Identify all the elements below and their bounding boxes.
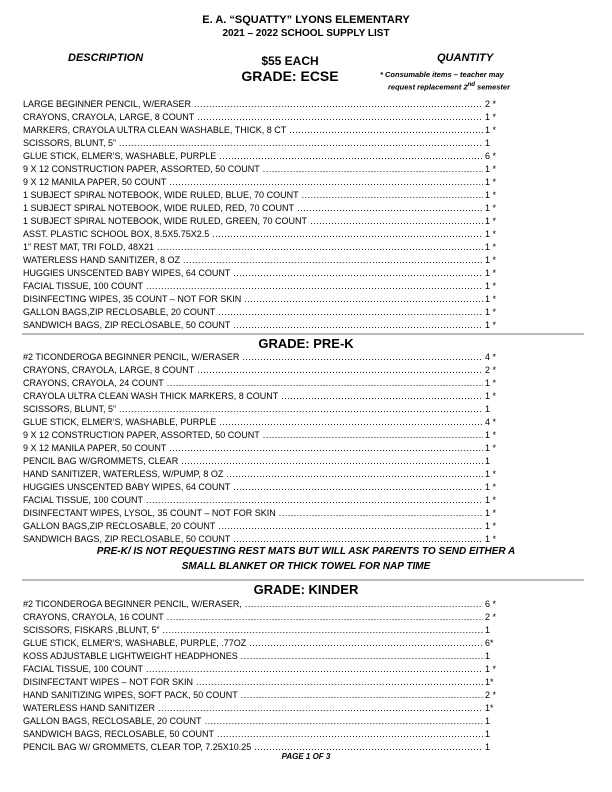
item-description: GLUE STICK, ELMER’S, WASHABLE, PURPLE .....: [23, 416, 483, 429]
item-quantity: 1 *: [485, 664, 497, 674]
list-item: [23, 702, 583, 715]
item-description: DISINFECTANT WIPES – NOT FOR SKIN .....: [23, 676, 483, 689]
item-description: CRAYOLA ULTRA CLEAN WASH THICK MARKERS, 8 COUNT .....: [23, 390, 483, 403]
item-quantity: 1 *: [485, 430, 497, 440]
item-description: DISINFECTANT WIPES, LYSOL, 35 COUNT – NOT FOR SKIN .....: [23, 507, 483, 520]
item-description: FACIAL TISSUE, 100 COUNT .....: [23, 663, 483, 676]
item-description: SCISSORS, FISKARS ,BLUNT, 5” .....: [23, 624, 483, 637]
item-description: 9 X 12 MANILA PAPER, 50 COUNT .....: [23, 442, 483, 455]
consumable-note: [380, 70, 580, 93]
item-description: #2 TICONDEROGA BEGINNER PENCIL, W/ERASER .....: [23, 351, 483, 364]
item-quantity: 1 *: [485, 391, 497, 401]
list-item: [23, 306, 583, 319]
list-item: [23, 468, 583, 481]
ecse-list: [23, 98, 583, 332]
prek-note-line1: PRE-K/ IS NOT REQUESTING REST MATS BUT WILL ASK PARENTS TO SEND EITHER A: [96, 546, 516, 557]
list-item: [23, 429, 583, 442]
list-item: [23, 111, 583, 124]
item-description: PENCIL BAG W/ GROMMETS, CLEAR TOP, 7.25X10.25 .....: [23, 741, 483, 754]
item-description: HAND SANITIZER, WATERLESS, W/PUMP, 8 OZ .....: [23, 468, 483, 481]
list-item: [23, 241, 583, 254]
list-year: 2021 – 2022 SCHOOL SUPPLY LIST: [222, 28, 390, 39]
item-description: GALLON BAGS,ZIP RECLOSABLE, 20 COUNT .....: [23, 306, 483, 319]
list-item: [23, 215, 583, 228]
item-quantity: 1 *: [485, 125, 497, 135]
item-quantity: 1 *: [485, 112, 497, 122]
item-quantity: 1: [485, 404, 491, 414]
item-description: SCISSORS, BLUNT, 5” .....: [23, 137, 483, 150]
item-description: GLUE STICK, ELMER’S, WASHABLE, PURPLE, .77OZ .....: [23, 637, 483, 650]
list-item: [23, 507, 583, 520]
item-description: SCISSORS, BLUNT, 5” .....: [23, 403, 483, 416]
list-item: [23, 481, 583, 494]
item-description: HUGGIES UNSCENTED BABY WIPES, 64 COUNT .....: [23, 481, 483, 494]
item-quantity: 1: [485, 742, 491, 752]
item-description: 1 SUBJECT SPIRAL NOTEBOOK, WIDE RULED, GREEN, 70 COUNT .....: [23, 215, 483, 228]
list-item: [23, 676, 583, 689]
item-quantity: 1 *: [485, 521, 497, 531]
item-description: SANDWICH BAGS, ZIP RECLOSABLE, 50 COUNT .....: [23, 319, 483, 332]
item-quantity: 1 *: [485, 307, 497, 317]
item-description: MARKERS, CRAYOLA ULTRA CLEAN WASHABLE, THICK, 8 CT .....: [23, 124, 483, 137]
list-item: [23, 728, 583, 741]
item-description: DISINFECTING WIPES, 35 COUNT – NOT FOR SKIN .....: [23, 293, 483, 306]
item-quantity: 1 *: [485, 255, 497, 265]
item-description: HAND SANITIZING WIPES, SOFT PACK, 50 COUNT .....: [23, 689, 483, 702]
list-item: [23, 390, 583, 403]
item-description: CRAYONS, CRAYOLA, 16 COUNT .....: [23, 611, 483, 624]
list-item: [23, 455, 583, 468]
item-quantity: 1: [485, 138, 491, 148]
item-quantity: 1 *: [485, 216, 497, 226]
item-description: WATERLESS HAND SANITIZER, 8 OZ .....: [23, 254, 483, 267]
item-quantity: 1*: [485, 677, 494, 687]
item-quantity: 1 *: [485, 242, 497, 252]
list-item: [23, 494, 583, 507]
list-item: [23, 416, 583, 429]
item-description: WATERLESS HAND SANITIZER .....: [23, 702, 483, 715]
item-description: GALLON BAGS, RECLOSABLE, 20 COUNT .....: [23, 715, 483, 728]
divider: [22, 333, 584, 335]
list-item: [23, 715, 583, 728]
item-quantity: 2 *: [485, 365, 497, 375]
item-description: CRAYONS, CRAYOLA, LARGE, 8 COUNT .....: [23, 111, 483, 124]
item-description: 9 X 12 CONSTRUCTION PAPER, ASSORTED, 50 COUNT .....: [23, 429, 483, 442]
item-quantity: 6*: [485, 638, 494, 648]
item-quantity: 1 *: [485, 229, 497, 239]
list-item: [23, 228, 583, 241]
item-quantity: 1: [485, 625, 491, 635]
list-item: [23, 267, 583, 280]
item-description: GLUE STICK, ELMER’S, WASHABLE, PURPLE .....: [23, 150, 483, 163]
item-quantity: 1 *: [485, 164, 497, 174]
list-item: [23, 377, 583, 390]
list-item: [23, 598, 583, 611]
item-quantity: 1 *: [485, 281, 497, 291]
list-item: [23, 189, 583, 202]
list-item: [23, 150, 583, 163]
item-description: 9 X 12 MANILA PAPER, 50 COUNT .....: [23, 176, 483, 189]
item-quantity: 6 *: [485, 599, 497, 609]
item-description: SANDWICH BAGS, RECLOSABLE, 50 COUNT .....: [23, 728, 483, 741]
note-line2-pre: request replacement 2: [388, 82, 468, 92]
item-quantity: 1 *: [485, 378, 497, 388]
item-quantity: 4 *: [485, 352, 497, 362]
kinder-list: [23, 598, 583, 754]
item-quantity: 1: [485, 716, 491, 726]
item-quantity: 1 *: [485, 294, 497, 304]
item-quantity: 1 *: [485, 495, 497, 505]
divider: [22, 579, 584, 581]
item-quantity: 1: [485, 729, 491, 739]
school-name: E. A. “SQUATTY” LYONS ELEMENTARY: [202, 14, 410, 26]
description-header: DESCRIPTION: [68, 52, 144, 64]
list-item: [23, 280, 583, 293]
quantity-header: QUANTITY: [437, 52, 494, 64]
list-item: [23, 137, 583, 150]
list-item: [23, 689, 583, 702]
item-description: 1 SUBJECT SPIRAL NOTEBOOK, WIDE RULED, RED, 70 COUNT .....: [23, 202, 483, 215]
item-description: FACIAL TISSUE, 100 COUNT .....: [23, 494, 483, 507]
item-description: CRAYONS, CRAYOLA, 24 COUNT .....: [23, 377, 483, 390]
grade-ecse-title: GRADE: ECSE: [241, 68, 339, 84]
list-item: [23, 124, 583, 137]
item-quantity: 1 *: [485, 320, 497, 330]
note-line2: [380, 80, 580, 93]
note-line2-post: semester: [474, 82, 510, 92]
item-description: SANDWICH BAGS, ZIP RECLOSABLE, 50 COUNT .....: [23, 533, 483, 546]
item-description: HUGGIES UNSCENTED BABY WIPES, 64 COUNT .....: [23, 267, 483, 280]
list-item: [23, 637, 583, 650]
list-item: [23, 403, 583, 416]
item-quantity: 1 *: [485, 203, 497, 213]
item-quantity: 1 *: [485, 268, 497, 278]
item-description: CRAYONS, CRAYOLA, LARGE, 8 COUNT .....: [23, 364, 483, 377]
item-quantity: 6 *: [485, 151, 497, 161]
price: $55 EACH: [261, 54, 319, 68]
grade-prek-title: GRADE: PRE-K: [258, 336, 354, 351]
item-description: LARGE BEGINNER PENCIL, W/ERASER .....: [23, 98, 483, 111]
item-description: FACIAL TISSUE, 100 COUNT .....: [23, 280, 483, 293]
grade-kinder-title: GRADE: KINDER: [253, 582, 359, 597]
prek-list: [23, 351, 583, 546]
item-quantity: 1*: [485, 703, 494, 713]
item-quantity: 1 *: [485, 508, 497, 518]
note-line2-sup: nd: [467, 82, 475, 88]
item-quantity: 1: [485, 456, 491, 466]
item-quantity: 2 *: [485, 612, 497, 622]
item-description: ASST. PLASTIC SCHOOL BOX, 8.5X5.75X2.5 .....: [23, 228, 483, 241]
list-item: [23, 293, 583, 306]
prek-note-line2: SMALL BLANKET OR THICK TOWEL FOR NAP TIME: [181, 561, 431, 572]
item-quantity: 1 *: [485, 482, 497, 492]
item-quantity: 1 *: [485, 443, 497, 453]
list-item: [23, 351, 583, 364]
item-description: KOSS ADJUSTABLE LIGHTWEIGHT HEADPHONES .....: [23, 650, 483, 663]
item-description: #2 TICONDEROGA BEGINNER PENCIL, W/ERASER, .....: [23, 598, 483, 611]
list-item: [23, 176, 583, 189]
item-quantity: 1 *: [485, 177, 497, 187]
item-description: PENCIL BAG W/GROMMETS, CLEAR .....: [23, 455, 483, 468]
list-item: [23, 202, 583, 215]
list-item: [23, 98, 583, 111]
item-quantity: 2 *: [485, 690, 497, 700]
list-item: [23, 442, 583, 455]
list-item: [23, 163, 583, 176]
item-quantity: 1 *: [485, 190, 497, 200]
item-description: 1” REST MAT, TRI FOLD, 48X21 .....: [23, 241, 483, 254]
list-item: [23, 319, 583, 332]
prek-note: [20, 544, 592, 574]
list-item: [23, 254, 583, 267]
item-quantity: 2 *: [485, 99, 497, 109]
list-item: [23, 611, 583, 624]
list-item: [23, 663, 583, 676]
list-item: [23, 650, 583, 663]
item-quantity: 1 *: [485, 469, 497, 479]
item-quantity: 4 *: [485, 417, 497, 427]
item-description: GALLON BAGS,ZIP RECLOSABLE, 20 COUNT .....: [23, 520, 483, 533]
item-quantity: 1 *: [485, 534, 497, 544]
page-number: PAGE 1 OF 3: [281, 752, 331, 761]
item-description: 1 SUBJECT SPIRAL NOTEBOOK, WIDE RULED, BLUE, 70 COUNT .....: [23, 189, 483, 202]
list-item: [23, 520, 583, 533]
item-description: 9 X 12 CONSTRUCTION PAPER, ASSORTED, 50 COUNT .....: [23, 163, 483, 176]
list-item: [23, 624, 583, 637]
note-line1: * Consumable items – teacher may: [380, 70, 504, 79]
item-quantity: 1: [485, 651, 491, 661]
list-item: [23, 364, 583, 377]
